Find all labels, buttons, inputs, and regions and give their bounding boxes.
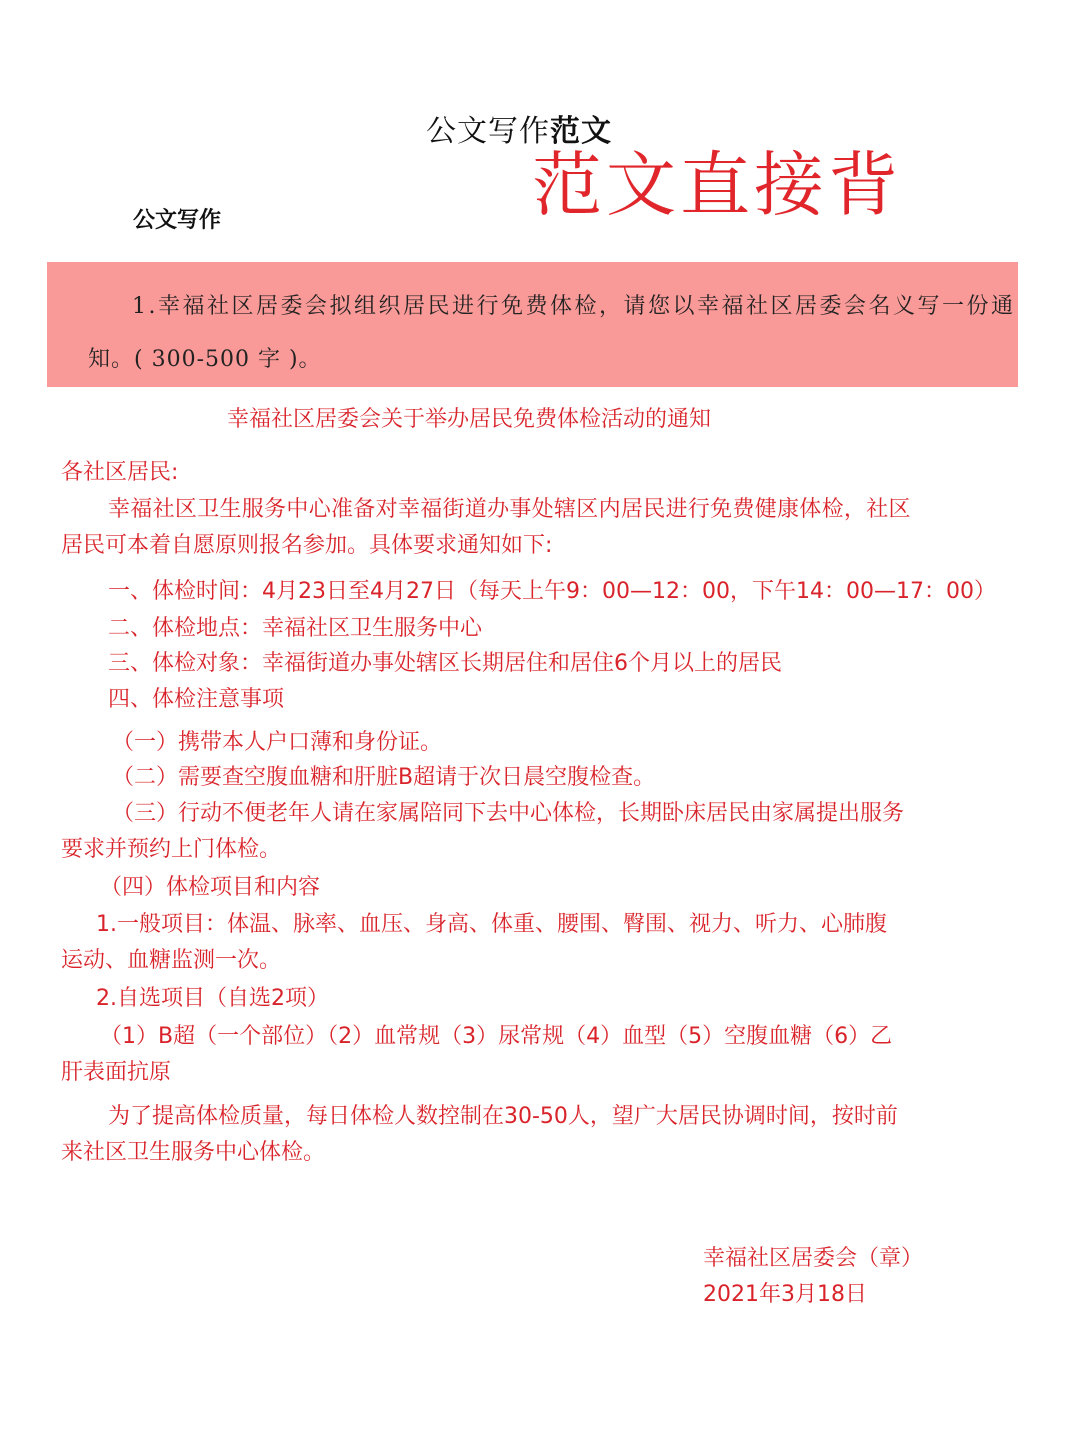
prompt-line-1: 1.幸福社区居委会拟组织居民进行免费体检，请您以幸福社区居委会名义写一份通 bbox=[132, 294, 1016, 319]
header-title-bold: 范文 bbox=[550, 114, 612, 149]
header-title-normal: 公文写作 bbox=[426, 114, 550, 149]
closing-line-1: 为了提高体检质量，每日体检人数控制在30-50人，望广大居民协调时间，按时前 bbox=[108, 1104, 898, 1129]
intro-line-1: 幸福社区卫生服务中心准备对幸福街道办事处辖区内居民进行免费健康体检，社区 bbox=[108, 497, 911, 522]
general-items-line-2: 运动、血糖监测一次。 bbox=[61, 948, 282, 973]
optional-items-heading: 2.自选项目（自选2项） bbox=[96, 986, 329, 1011]
signer: 幸福社区居委会（章） bbox=[703, 1246, 924, 1271]
intro-line-2: 居民可本着自愿原则报名参加。具体要求通知如下: bbox=[61, 533, 553, 558]
header-big-text: 范文直接背 bbox=[532, 144, 902, 226]
optional-items-line-2: 肝表面抗原 bbox=[61, 1060, 172, 1085]
header-subtitle: 公文写作 bbox=[133, 208, 222, 233]
note-3-line-2: 要求并预约上门体检。 bbox=[61, 837, 282, 862]
note-4-heading: （四）体检项目和内容 bbox=[100, 875, 321, 900]
general-items-line-1: 1.一般项目：体温、脉率、血压、身高、体重、腰围、臀围、视力、听力、心肺腹 bbox=[96, 912, 887, 937]
item-notes-heading: 四、体检注意事项 bbox=[108, 687, 285, 712]
closing-line-2: 来社区卫生服务中心体检。 bbox=[61, 1140, 326, 1165]
date: 2021年3月18日 bbox=[703, 1282, 867, 1307]
note-3-line-1: （三）行动不便老年人请在家属陪同下去中心体检，长期卧床居民由家属提出服务 bbox=[112, 801, 905, 826]
notice-title: 幸福社区居委会关于举办居民免费体检活动的通知 bbox=[227, 407, 712, 432]
prompt-line-2: 知。( 300-500 字 )。 bbox=[88, 347, 322, 372]
note-1: （一）携带本人户口薄和身份证。 bbox=[112, 730, 443, 755]
optional-items-line-1: （1）B超（一个部位）（2）血常规（3）尿常规（4）血型（5）空腹血糖（6）乙 bbox=[100, 1024, 893, 1049]
salutation: 各社区居民: bbox=[61, 460, 179, 485]
item-time: 一、体检时间：4月23日至4月27日（每天上午9：00—12：00，下午14：00—17：00） bbox=[108, 579, 996, 604]
note-2: （二）需要查空腹血糖和肝脏B超请于次日晨空腹检查。 bbox=[112, 765, 656, 790]
item-target: 三、体检对象：幸福街道办事处辖区长期居住和居住6个月以上的居民 bbox=[108, 651, 782, 676]
item-location: 二、体检地点：幸福社区卫生服务中心 bbox=[108, 616, 483, 641]
